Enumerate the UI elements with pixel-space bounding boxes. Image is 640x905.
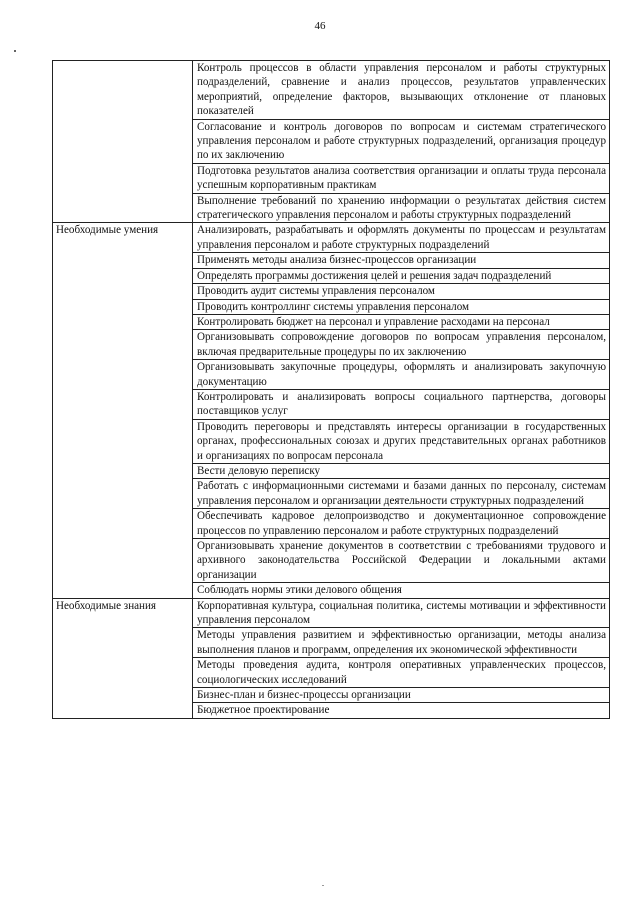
table-row bbox=[53, 598, 610, 628]
table-row bbox=[53, 61, 610, 120]
requirement-item: Контролировать и анализировать вопросы социального партнерства, договоры поставщиков услуг bbox=[193, 389, 610, 419]
scan-mark bbox=[322, 885, 324, 886]
requirement-item: Бюджетное проектирование bbox=[193, 703, 610, 718]
requirement-item: Организовывать сопровождение договоров по вопросам управления персоналом, включая предварительные процедуры по их заключению bbox=[193, 330, 610, 360]
requirement-item: Обеспечивать кадровое делопроизводство и документационное сопровождение процессов по управлению персоналом и работе структурных подразделений bbox=[193, 509, 610, 539]
section-label: Необходимые знания bbox=[53, 598, 193, 718]
requirement-item: Организовывать хранение документов в соответствии с требованиями трудового и архивного законодательства Российской Федерации и локальными актами организации bbox=[193, 539, 610, 583]
requirement-item: Подготовка результатов анализа соответствия организации и оплаты труда персонала успешным корпоративным практикам bbox=[193, 163, 610, 193]
requirement-item: Методы проведения аудита, контроля оперативных управленческих процессов, социологических исследований bbox=[193, 658, 610, 688]
requirement-item: Организовывать закупочные процедуры, оформлять и анализировать закупочную документацию bbox=[193, 360, 610, 390]
requirement-item: Согласование и контроль договоров по вопросам и системам стратегического управления персоналом и работе структурных подразделений, организация процедур по их заключению bbox=[193, 119, 610, 163]
requirement-item: Контроль процессов в области управления персоналом и работы структурных подразделений, сравнение и анализ процессов, результатов управленческих мероприятий, определение факторов, вызывающих отклонение от плановых показателей bbox=[193, 61, 610, 120]
requirement-item: Работать с информационными системами и базами данных по персоналу, системам управления персоналом и организации деятельности структурных подразделений bbox=[193, 479, 610, 509]
table-row bbox=[53, 223, 610, 253]
requirement-item: Контролировать бюджет на персонал и управление расходами на персонал bbox=[193, 314, 610, 329]
competency-table bbox=[52, 60, 610, 719]
requirement-item: Вести деловую переписку bbox=[193, 463, 610, 478]
requirement-item: Методы управления развитием и эффективностью организации, методы анализа выполнения планов и программ, определения их экономической эффективности bbox=[193, 628, 610, 658]
requirement-item: Проводить переговоры и представлять интересы организации в государственных органах, профессиональных союзах и других представительных органах работников и организациях по вопросам персонала bbox=[193, 419, 610, 463]
requirement-item: Анализировать, разрабатывать и оформлять документы по процессам и результатам управления персоналом и работе структурных подразделений bbox=[193, 223, 610, 253]
requirement-item: Проводить контроллинг системы управления персоналом bbox=[193, 299, 610, 314]
requirement-item: Выполнение требований по хранению информации о результатах действия систем стратегического управления персоналом и работы структурных подразделений bbox=[193, 193, 610, 223]
section-label: Необходимые умения bbox=[53, 223, 193, 598]
scan-speck bbox=[14, 50, 16, 52]
section-label bbox=[53, 61, 193, 223]
requirement-item: Применять методы анализа бизнес-процессов организации bbox=[193, 253, 610, 268]
requirement-item: Проводить аудит системы управления персоналом bbox=[193, 284, 610, 299]
requirement-item: Корпоративная культура, социальная политика, системы мотивации и эффективности управления персоналом bbox=[193, 598, 610, 628]
requirement-item: Определять программы достижения целей и решения задач подразделений bbox=[193, 268, 610, 283]
requirement-item: Бизнес-план и бизнес-процессы организации bbox=[193, 688, 610, 703]
requirement-item: Соблюдать нормы этики делового общения bbox=[193, 583, 610, 598]
page-number: 46 bbox=[314, 20, 326, 32]
